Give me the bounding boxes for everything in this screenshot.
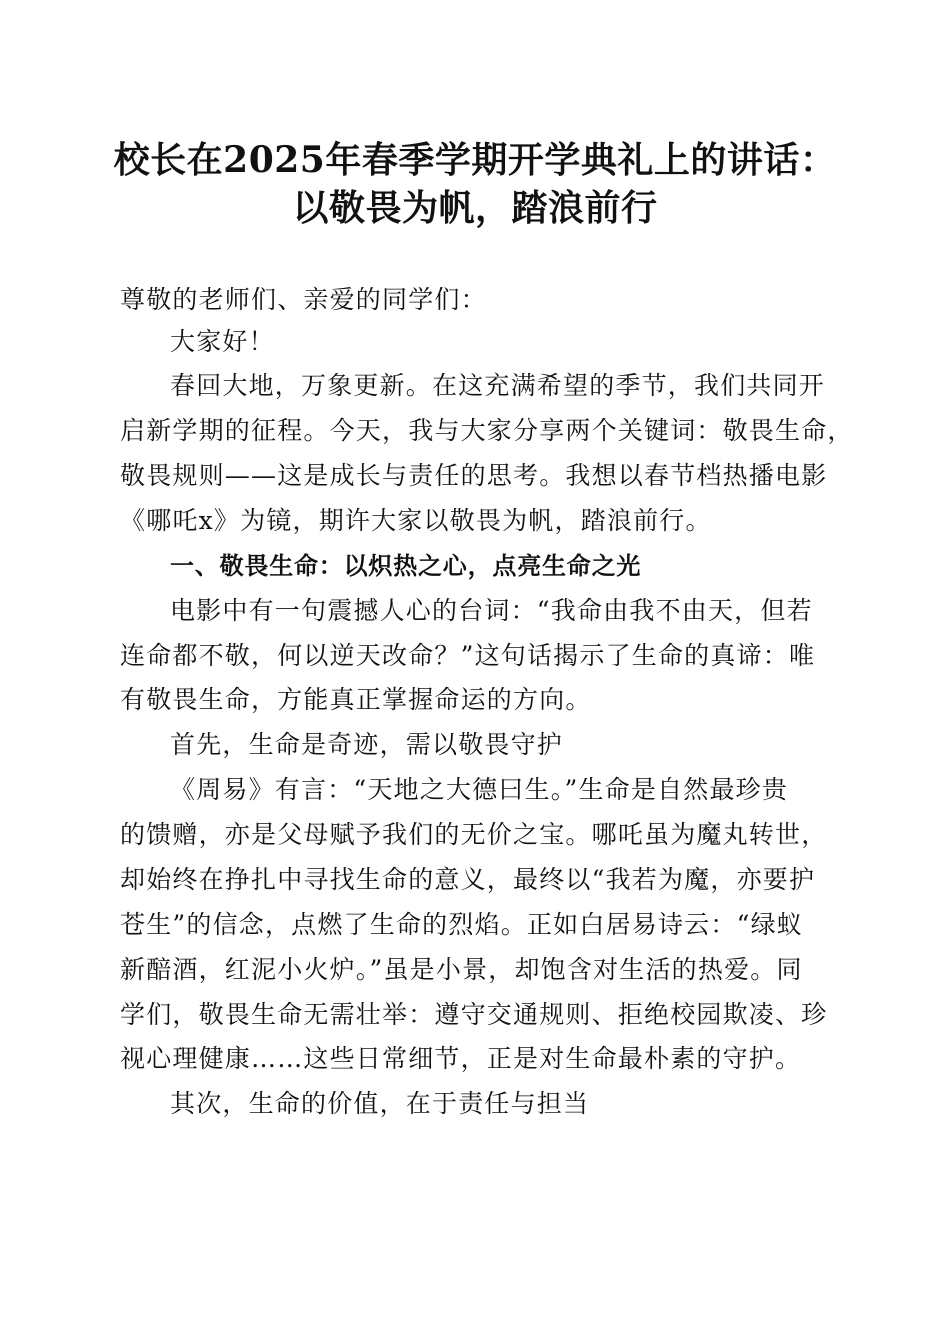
paragraph-line: 学们，敬畏生命无需壮举：遵守交通规则、拒绝校园欺凌、珍 bbox=[120, 1000, 828, 1029]
paragraph-line: 有敬畏生命，方能真正掌握命运的方向。 bbox=[120, 685, 592, 714]
greeting: 大家好！ bbox=[170, 327, 275, 356]
paragraph-line: 连命都不敬，何以逆天改命？”这句话揭示了生命的真谛：唯 bbox=[120, 641, 816, 670]
paragraph-line: 《哪吒x》为镜，期许大家以敬畏为帆，踏浪前行。 bbox=[120, 506, 712, 535]
paragraph-line: 的馈赠，亦是父母赋予我们的无价之宝。哪吒虽为魔丸转世， bbox=[120, 820, 828, 849]
subheading: 首先，生命是奇迹，需以敬畏守护 bbox=[170, 730, 564, 759]
paragraph-line: 却始终在挣扎中寻找生命的意义，最终以“我若为魔，亦要护 bbox=[120, 865, 816, 894]
section-heading: 一、敬畏生命：以炽热之心，点亮生命之光 bbox=[170, 552, 642, 580]
paragraph-line: 视心理健康……这些日常细节，正是对生命最朴素的守护。 bbox=[120, 1044, 802, 1073]
title-line-1: 校长在2025年春季学期开学典礼上的讲话： bbox=[113, 139, 837, 181]
paragraph-line: 苍生”的信念，点燃了生命的烈焰。正如白居易诗云：“绿蚁 bbox=[120, 910, 803, 939]
paragraph-line: 电影中有一句震撼人心的台词：“我命由我不由天，但若 bbox=[170, 596, 813, 625]
salutation: 尊敬的老师们、亲爱的同学们： bbox=[120, 285, 487, 314]
paragraph-line: 新醅酒，红泥小火炉。”虽是小景，却饱含对生活的热爱。同 bbox=[120, 955, 803, 984]
paragraph-line: 春回大地，万象更新。在这充满希望的季节，我们共同开 bbox=[170, 371, 826, 400]
paragraph-line: 启新学期的征程。今天，我与大家分享两个关键词：敬畏生命， bbox=[120, 416, 854, 445]
title-line-2: 以敬畏为帆，踏浪前行 bbox=[292, 187, 658, 229]
paragraph-line: 敬畏规则——这是成长与责任的思考。我想以春节档热播电影 bbox=[120, 461, 828, 490]
subheading: 其次，生命的价值，在于责任与担当 bbox=[170, 1089, 590, 1118]
paragraph-line: 《周易》有言：“天地之大德曰生。”生命是自然最珍贵 bbox=[170, 775, 789, 804]
